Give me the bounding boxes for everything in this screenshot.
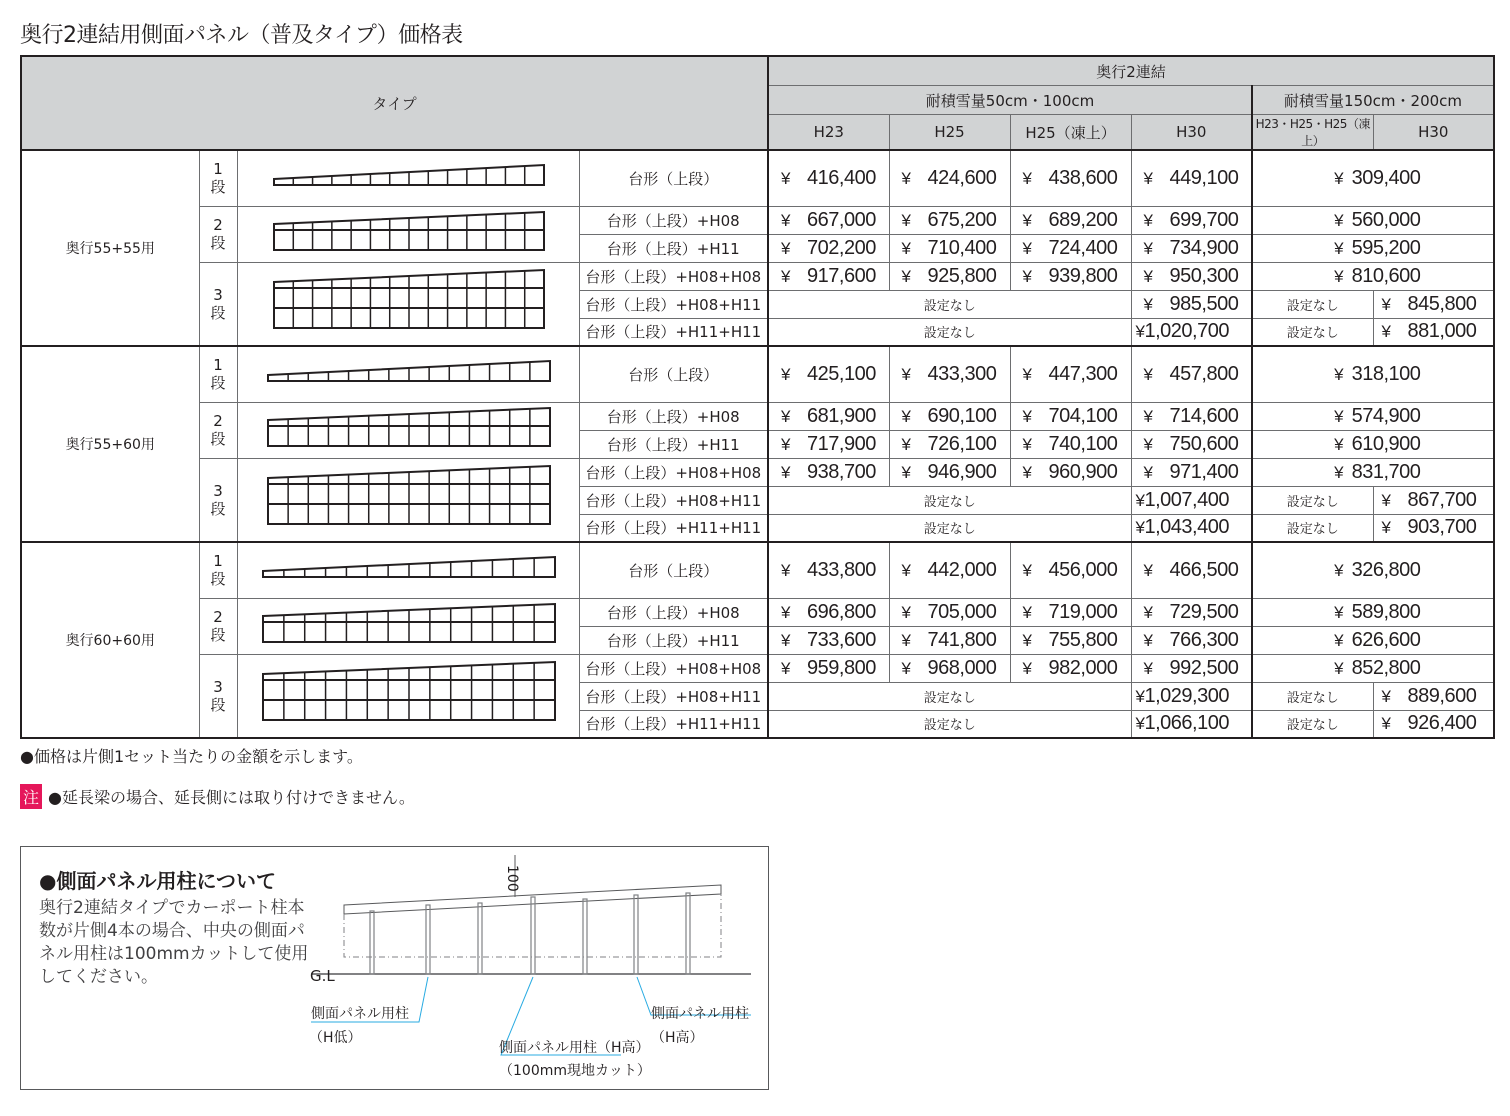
tier-label — [199, 458, 237, 542]
snow-load-b-header: 耐積雪量150cm・200cm — [1252, 86, 1494, 115]
tier-number: 1 — [213, 356, 223, 375]
tier-unit: 段 — [210, 499, 226, 518]
panel-diagram — [237, 654, 579, 738]
price-cell: ¥ 449,100 — [1131, 150, 1252, 206]
panel-type-label: 台形（上段）+H11+H11 — [579, 318, 768, 346]
price-cell-snow-h30: ¥ 867,700 — [1373, 486, 1494, 514]
price-cell: ¥ 741,800 — [889, 626, 1010, 654]
label-post-high: 側面パネル用柱 — [651, 1006, 749, 1022]
price-cell: ¥ 714,600 — [1131, 402, 1252, 430]
info-body: 奥行2連結タイプでカーポート柱本数が片側4本の場合、中央の側面パネル用柱は100mmカットして使用してください。 — [39, 898, 309, 987]
snow-load-a-header: 耐積雪量50cm・100cm — [768, 86, 1252, 115]
price-cell-snow: ¥ 574,900 — [1252, 402, 1494, 430]
not-available-cell: 設定なし — [1252, 710, 1373, 738]
price-cell: ¥ 960,900 — [1010, 458, 1131, 486]
panel-type-label: 台形（上段）+H08 — [579, 206, 768, 234]
price-cell: ¥ 424,600 — [889, 150, 1010, 206]
not-available-cell: 設定なし — [1252, 290, 1373, 318]
carport-post-diagram — [21, 847, 768, 1089]
price-cell: ¥ 724,400 — [1010, 234, 1131, 262]
panel-type-label: 台形（上段）+H08+H08 — [579, 654, 768, 682]
tier-unit: 段 — [210, 626, 226, 644]
price-cell: ¥ 710,400 — [889, 234, 1010, 262]
label-post-low-sub: （H低） — [309, 1030, 362, 1046]
panel-diagram — [237, 262, 579, 346]
tier-unit: 段 — [210, 570, 226, 589]
label-post-high-sub: （H高） — [651, 1030, 704, 1046]
note-price-per-set: ●価格は片側1セット当たりの金額を示します。 — [20, 747, 363, 766]
price-cell: ¥ 740,100 — [1010, 430, 1131, 458]
tier-label — [199, 346, 237, 402]
table-row — [21, 598, 1494, 626]
not-available-cell: 設定なし — [1252, 486, 1373, 514]
panel-diagram — [237, 346, 579, 402]
tier-label — [199, 206, 237, 262]
price-cell: ¥ 447,300 — [1010, 346, 1131, 402]
price-cell: ¥ 416,400 — [768, 150, 889, 206]
price-cell-snow: ¥ 610,900 — [1252, 430, 1494, 458]
label-post-mid: 側面パネル用柱（H高） — [499, 1040, 650, 1056]
panel-type-label: 台形（上段）+H11 — [579, 430, 768, 458]
depth-group-label: 奥行55+60用 — [21, 346, 199, 542]
price-cell-snow: ¥ 560,000 — [1252, 206, 1494, 234]
panel-type-label: 台形（上段）+H11 — [579, 626, 768, 654]
price-cell: ¥ 433,300 — [889, 346, 1010, 402]
height-col-header: H30 — [1131, 115, 1252, 151]
not-available-cell: 設定なし — [768, 486, 1131, 514]
gl-label: G.L — [310, 967, 335, 985]
tier-number: 2 — [213, 608, 223, 626]
panel-type-label: 台形（上段）+H08 — [579, 598, 768, 626]
price-cell: ¥ 733,600 — [768, 626, 889, 654]
note-extension-beam — [20, 784, 415, 809]
tier-number: 1 — [213, 160, 223, 179]
page-title: 奥行2連結用側面パネル（普及タイプ）価格表 — [20, 23, 463, 48]
price-cell-snow: ¥ 595,200 — [1252, 234, 1494, 262]
panel-diagram — [237, 206, 579, 262]
not-available-cell: 設定なし — [1252, 514, 1373, 542]
price-cell: ¥ 726,100 — [889, 430, 1010, 458]
height-col-header: H30 — [1373, 115, 1494, 151]
price-cell: ¥ 699,700 — [1131, 206, 1252, 234]
table-row — [21, 402, 1494, 430]
price-cell-h30: ¥1,043,400 — [1131, 514, 1252, 542]
price-cell: ¥ 690,100 — [889, 402, 1010, 430]
label-post-mid-sub: （100mm現地カット） — [499, 1063, 651, 1079]
price-cell: ¥ 959,800 — [768, 654, 889, 682]
post-info-box — [20, 846, 769, 1090]
price-cell: ¥ 717,900 — [768, 430, 889, 458]
price-cell-h30: ¥1,007,400 — [1131, 486, 1252, 514]
price-cell: ¥ 675,200 — [889, 206, 1010, 234]
tier-unit: 段 — [210, 234, 226, 252]
tier-label — [199, 542, 237, 598]
panel-type-label: 台形（上段）+H08+H08 — [579, 262, 768, 290]
tier-unit: 段 — [210, 178, 226, 197]
tier-label — [199, 402, 237, 458]
svg-text:100: 100 — [504, 865, 520, 892]
tier-number: 3 — [213, 285, 223, 304]
tier-label — [199, 262, 237, 346]
tier-unit: 段 — [210, 695, 226, 714]
tier-label — [199, 150, 237, 206]
panel-diagram — [237, 542, 579, 598]
price-cell-snow-h30: ¥ 881,000 — [1373, 318, 1494, 346]
price-cell-snow: ¥ 810,600 — [1252, 262, 1494, 290]
label-post-low: 側面パネル用柱 — [311, 1006, 409, 1022]
price-cell: ¥ 705,000 — [889, 598, 1010, 626]
height-col-header: H23・H25・H25（凍上） — [1252, 115, 1373, 151]
price-cell: ¥ 968,000 — [889, 654, 1010, 682]
panel-type-label: 台形（上段）+H11+H11 — [579, 514, 768, 542]
tier-number: 3 — [213, 677, 223, 696]
price-cell: ¥ 702,200 — [768, 234, 889, 262]
table-row — [21, 458, 1494, 486]
price-cell: ¥ 734,900 — [1131, 234, 1252, 262]
price-cell: ¥ 939,800 — [1010, 262, 1131, 290]
tier-unit: 段 — [210, 374, 226, 393]
tier-unit: 段 — [210, 303, 226, 322]
table-row — [21, 346, 1494, 402]
depth-group-label: 奥行55+55用 — [21, 150, 199, 346]
tier-unit: 段 — [210, 430, 226, 448]
price-cell: ¥ 719,000 — [1010, 598, 1131, 626]
price-cell-snow: ¥ 309,400 — [1252, 150, 1494, 206]
panel-diagram — [237, 598, 579, 654]
price-cell: ¥ 938,700 — [768, 458, 889, 486]
height-col-header: H25 — [889, 115, 1010, 151]
price-cell: ¥ 917,600 — [768, 262, 889, 290]
not-available-cell: 設定なし — [768, 682, 1131, 710]
panel-type-label: 台形（上段）+H11 — [579, 234, 768, 262]
price-cell-snow: ¥ 626,600 — [1252, 626, 1494, 654]
note-extension-text: ●延長梁の場合、延長側には取り付けできません。 — [48, 788, 415, 807]
tier-number: 3 — [213, 481, 223, 500]
table-row — [21, 206, 1494, 234]
price-table — [20, 55, 1495, 739]
price-cell: ¥ 950,300 — [1131, 262, 1252, 290]
price-cell: ¥ 456,000 — [1010, 542, 1131, 598]
panel-type-label: 台形（上段） — [579, 346, 768, 402]
price-cell: ¥ 971,400 — [1131, 458, 1252, 486]
price-cell-snow-h30: ¥ 889,600 — [1373, 682, 1494, 710]
price-cell: ¥ 457,800 — [1131, 346, 1252, 402]
panel-diagram — [237, 458, 579, 542]
price-cell: ¥ 667,000 — [768, 206, 889, 234]
price-cell: ¥ 992,500 — [1131, 654, 1252, 682]
panel-type-label: 台形（上段）+H08+H11 — [579, 682, 768, 710]
not-available-cell: 設定なし — [1252, 682, 1373, 710]
price-cell: ¥ 755,800 — [1010, 626, 1131, 654]
price-cell: ¥ 766,300 — [1131, 626, 1252, 654]
height-col-header: H25（凍上） — [1010, 115, 1131, 151]
price-cell: ¥ 982,000 — [1010, 654, 1131, 682]
price-cell: ¥ 438,600 — [1010, 150, 1131, 206]
price-cell: ¥ 925,800 — [889, 262, 1010, 290]
price-cell: ¥ 466,500 — [1131, 542, 1252, 598]
panel-type-label: 台形（上段）+H11+H11 — [579, 710, 768, 738]
price-cell-h30: ¥1,020,700 — [1131, 318, 1252, 346]
panel-diagram — [237, 150, 579, 206]
price-cell-snow: ¥ 318,100 — [1252, 346, 1494, 402]
not-available-cell: 設定なし — [1252, 318, 1373, 346]
table-row — [21, 150, 1494, 206]
price-cell: ¥ 433,800 — [768, 542, 889, 598]
tier-number: 1 — [213, 552, 223, 571]
panel-type-label: 台形（上段）+H08 — [579, 402, 768, 430]
info-title: ●側面パネル用柱について — [39, 869, 277, 893]
price-cell-snow-h30: ¥ 845,800 — [1373, 290, 1494, 318]
panel-diagram — [237, 402, 579, 458]
price-cell: ¥ 442,000 — [889, 542, 1010, 598]
price-cell-snow: ¥ 852,800 — [1252, 654, 1494, 682]
price-cell-snow: ¥ 326,800 — [1252, 542, 1494, 598]
group-header: 奥行2連結 — [768, 56, 1494, 86]
price-cell-snow: ¥ 589,800 — [1252, 598, 1494, 626]
depth-group-label: 奥行60+60用 — [21, 542, 199, 738]
price-cell-h30: ¥1,029,300 — [1131, 682, 1252, 710]
price-cell: ¥ 689,200 — [1010, 206, 1131, 234]
not-available-cell: 設定なし — [768, 318, 1131, 346]
price-cell-snow-h30: ¥ 926,400 — [1373, 710, 1494, 738]
price-cell: ¥ 946,900 — [889, 458, 1010, 486]
price-cell-h30: ¥ 985,500 — [1131, 290, 1252, 318]
table-row — [21, 654, 1494, 682]
tier-label — [199, 654, 237, 738]
not-available-cell: 設定なし — [768, 710, 1131, 738]
panel-type-label: 台形（上段） — [579, 542, 768, 598]
tier-label — [199, 598, 237, 654]
tier-number: 2 — [213, 216, 223, 234]
price-cell: ¥ 696,800 — [768, 598, 889, 626]
tier-number: 2 — [213, 412, 223, 430]
price-cell: ¥ 704,100 — [1010, 402, 1131, 430]
price-cell: ¥ 425,100 — [768, 346, 889, 402]
panel-type-label: 台形（上段）+H08+H11 — [579, 290, 768, 318]
not-available-cell: 設定なし — [768, 290, 1131, 318]
height-col-header: H23 — [768, 115, 889, 151]
price-cell: ¥ 681,900 — [768, 402, 889, 430]
price-cell: ¥ 750,600 — [1131, 430, 1252, 458]
not-available-cell: 設定なし — [768, 514, 1131, 542]
panel-type-label: 台形（上段） — [579, 150, 768, 206]
panel-type-label: 台形（上段）+H08+H11 — [579, 486, 768, 514]
table-row — [21, 542, 1494, 598]
price-cell-h30: ¥1,066,100 — [1131, 710, 1252, 738]
table-row — [21, 262, 1494, 290]
type-header: タイプ — [21, 56, 768, 150]
price-cell-snow: ¥ 831,700 — [1252, 458, 1494, 486]
price-cell: ¥ 729,500 — [1131, 598, 1252, 626]
panel-type-label: 台形（上段）+H08+H08 — [579, 458, 768, 486]
price-cell-snow-h30: ¥ 903,700 — [1373, 514, 1494, 542]
caution-badge: 注 — [20, 784, 42, 809]
